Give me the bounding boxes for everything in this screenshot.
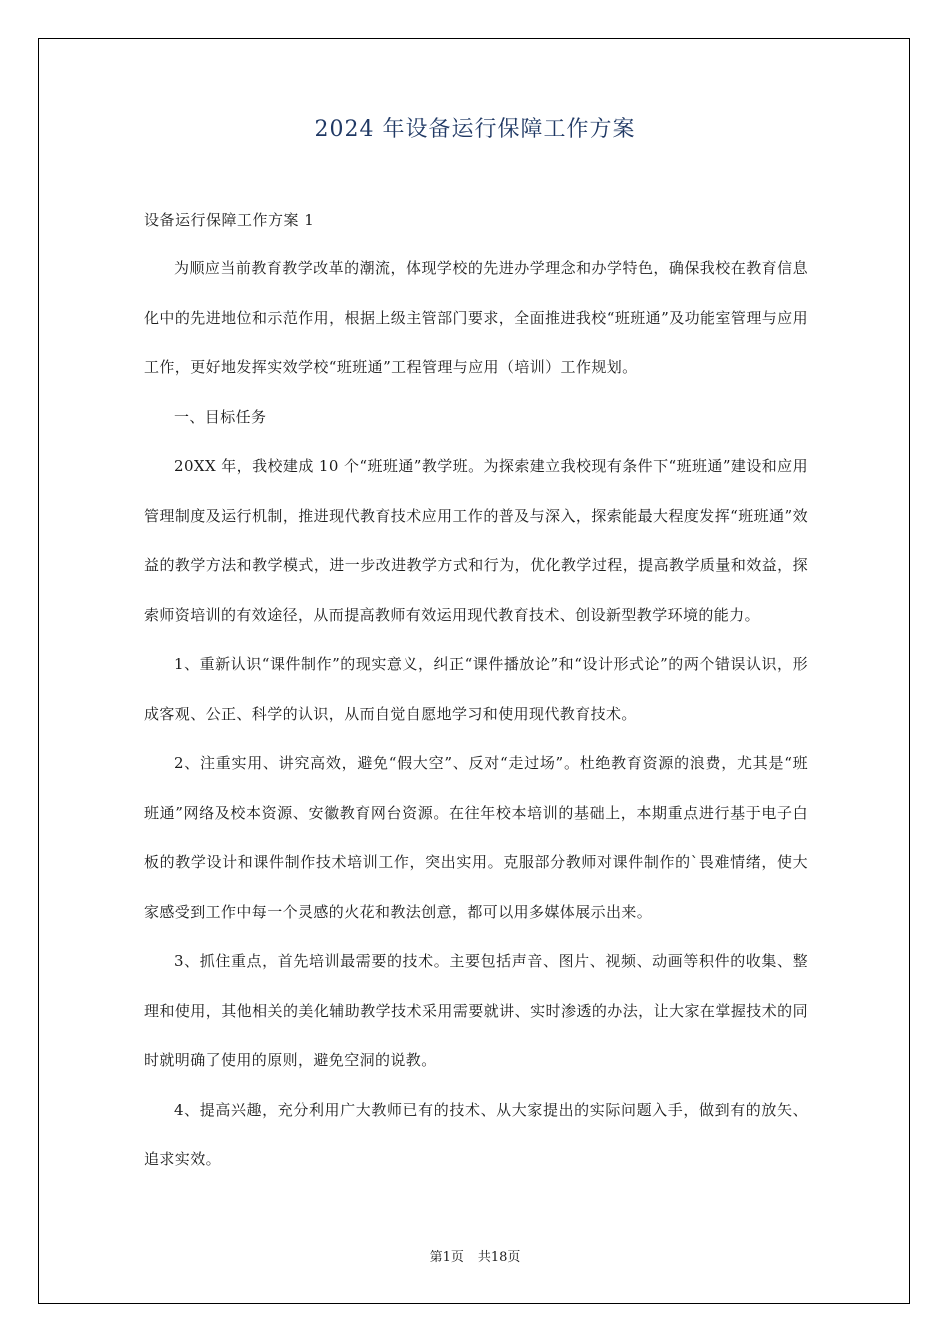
document-title: 2024 年设备运行保障工作方案 [314, 117, 636, 142]
item-4-paragraph: 4、提高兴趣，充分利用广大教师已有的技术、从大家提出的实际问题入手，做到有的放矢、追求实效。 [144, 1100, 808, 1168]
item-1-paragraph: 1、重新认识“课件制作”的现实意义，纠正“课件播放论”和“设计形式论”的两个错误认识，形成客观、公正、科学的认识，从而自觉自愿地学习和使用现代教育技术。 [144, 655, 808, 723]
goals-paragraph: 20XX 年，我校建成 10 个“班班通”教学班。为探索建立我校现有条件下“班班通”建设和应用管理制度及运行机制，推进现代教育技术应用工作的普及与深入，探索能最大程度发挥“班班通”效益的教学方法和教学模式，进一步改进教学方式和行为，优化教学过程，提高教学质量和效益，探索师资培训的有效途径，从而提高教师有效运用现代教育技术、创设新型教学环境的能力。 [144, 457, 808, 624]
page-number: 第1页 [429, 1250, 464, 1265]
document-body [144, 196, 808, 1185]
plan-subtitle: 设备运行保障工作方案 1 [144, 211, 315, 229]
item-3-paragraph: 3、抓住重点，首先培训最需要的技术。主要包括声音、图片、视频、动画等积件的收集、整理和使用，其他相关的美化辅助教学技术采用需要就讲、实时渗透的办法，让大家在掌握技术的同时就明确了使用的原则，避免空洞的说教。 [144, 952, 808, 1069]
intro-paragraph: 为顺应当前教育教学改革的潮流，体现学校的先进办学理念和办学特色，确保我校在教育信息化中的先进地位和示范作用，根据上级主管部门要求，全面推进我校“班班通”及功能室管理与应用工作，更好地发挥实效学校“班班通”工程管理与应用（培训）工作规划。 [144, 259, 808, 376]
item-2-paragraph: 2、注重实用、讲究高效，避免“假大空”、反对“走过场”。杜绝教育资源的浪费，尤其是“班班通”网络及校本资源、安徽教育网台资源。在往年校本培训的基础上，本期重点进行基于电子白板的教学设计和课件制作技术培训工作，突出实用。克服部分教师对课件制作的`畏难情绪，使大家感受到工作中每一个灵感的火花和教法创意，都可以用多媒体展示出来。 [144, 754, 808, 921]
page-total: 共18页 [477, 1250, 521, 1265]
section-heading-goals: 一、目标任务 [174, 407, 267, 426]
page-footer [0, 1248, 950, 1268]
